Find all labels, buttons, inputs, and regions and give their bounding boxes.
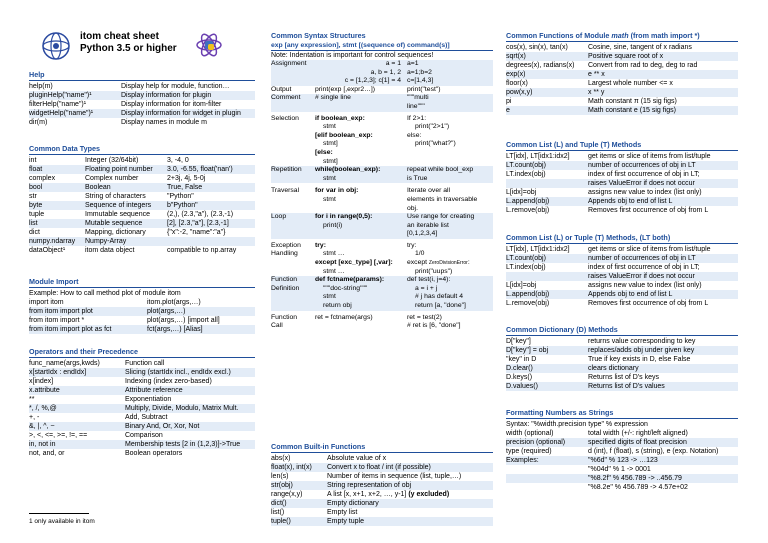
row-value: Display help for module, function… [121, 83, 230, 90]
row-key: LT[idx], LT[idx1:idx2] [506, 246, 570, 253]
help-section [29, 70, 255, 127]
row-key: not, and, or [29, 450, 65, 457]
table-row [506, 52, 738, 61]
table-row [29, 431, 255, 440]
list-tuple-heading: Common List (L) and Tuple (T) Methods [506, 140, 738, 151]
table-row [29, 316, 255, 325]
row-key: import itom [29, 299, 64, 306]
row-value: Multiply, Divide, Modulo, Matrix Mult. [125, 405, 239, 412]
table-row [506, 79, 738, 88]
header [29, 27, 255, 67]
row-key: degrees(x), radians(x) [506, 62, 575, 69]
row-value: replaces/adds obj under given key [588, 347, 695, 354]
row-value: number of occurrences of obj in LT [588, 162, 696, 169]
row-key: exp(x) [506, 71, 526, 78]
row-value: A list [x, x+1, x+2, …, y-1] (y excluded) [327, 491, 450, 498]
row-value: Function call [125, 360, 165, 367]
syntax-table: Assignment a = 1 a, b = 1, 2 c = [1,2,3]; c[1] = 4 a=1 a=1;b=2 c=[1,4,3] Output print(exp [,expr2…]) print("test") Comment # single line """multi line""" Selection if boolean_exp: stmt [elif boolean_exp: stmt] [else: stmt] If 2>1: print("2>1") else: print("what?") Repetition while(boolean_exp): stmt repeat while bool_exp is True Traversal for var in obj: stmt Iterate over all elements in traversable obj. Loop for i in range(0,5): print(i) Use range for creating an iterable list [0,1,2,3,4] Exception Handling try: stmt … except [exc_type] [,var]: stmt … try: 1/0 except ZeroDivisionError: print("uups") Function Definition def fctname(params): """doc-string""" stmt return obj def test(i, j=4): a = i + j # j has default 4 return [a, "done"] Function Call ret = fctname(args) ret = test(2) # ret is [6, "done"] [271, 60, 493, 331]
row-key: abs(x) [271, 455, 291, 462]
table-row [29, 219, 255, 228]
row-value: raises ValueError if does not occur [588, 180, 695, 187]
table-row [29, 368, 255, 377]
row-value-bold: (y excluded) [408, 491, 450, 498]
cell-a: numpy.ndarray [29, 238, 76, 245]
math-section [506, 31, 738, 115]
table-row [29, 210, 255, 219]
table-row [506, 290, 738, 299]
cell-c: True, False [167, 184, 203, 191]
row-key: x[startIdx : endIdx] [29, 369, 87, 376]
table-row [29, 118, 255, 127]
row-key: D["key"] [506, 338, 531, 345]
table-row [506, 364, 738, 373]
table-row [506, 97, 738, 106]
row-key: e [506, 107, 510, 114]
cell-c: compatible to np.array [167, 247, 237, 254]
row-value: String representation of obj [327, 482, 412, 489]
row-value: Appends obj to end of list L [588, 198, 673, 205]
table-row [271, 472, 493, 481]
row-key: L.append(obj) [506, 291, 550, 298]
row-value: Binary And, Or, Xor, Not [125, 423, 200, 430]
table-row [29, 298, 255, 307]
row-value: assigns new value to index (list only) [588, 189, 702, 196]
row-key: widgetHelp("name")¹ [29, 110, 94, 117]
row-key: tuple() [271, 518, 291, 525]
table-row [271, 481, 493, 490]
table-row [29, 100, 255, 109]
row-key: type (required) [506, 448, 552, 455]
table-row [506, 456, 738, 465]
table-row [506, 281, 738, 290]
row-key: L.append(obj) [506, 198, 550, 205]
syntax-section [271, 31, 493, 331]
row-key: list() [271, 509, 285, 516]
row-key: floor(x) [506, 80, 528, 87]
row-value: Exponentiation [125, 396, 172, 403]
table-row [506, 438, 738, 447]
row-value: Removes first occurrence of obj from L [588, 207, 709, 214]
table-row [271, 508, 493, 517]
cell-a: byte [29, 202, 43, 209]
table-row [506, 346, 738, 355]
table-row [506, 152, 738, 161]
cell-c: 2+3j, 4j, 5-0j [167, 175, 206, 182]
dictionary-heading: Common Dictionary (D) Methods [506, 325, 738, 336]
row-key: len(s) [271, 473, 289, 480]
table-row [29, 449, 255, 458]
row-value: Convert x to float / int (if possible) [327, 464, 431, 471]
cell-c: [2], [2.3,"a"], [2.3,-1] [167, 220, 229, 227]
row-key: x.attribute [29, 387, 60, 394]
itom-logo-icon [41, 31, 71, 61]
table-row [506, 170, 738, 179]
row-value: Comparison [125, 432, 163, 439]
row-value: "%6d" % 123 -> …123 [588, 457, 658, 464]
row-value: fct(args,…) [Alias] [147, 326, 203, 333]
table-row [506, 254, 738, 263]
row-value: "%8.2e" % 456.789 -> 4.57e+02 [588, 484, 688, 491]
table-row [506, 263, 738, 272]
cell-c: 3, -4, 0 [167, 157, 189, 164]
table-row [506, 382, 738, 391]
syntax-label: Assignment [271, 60, 307, 67]
row-value: Membership tests [2 in (1,2,3)]->True [125, 441, 241, 448]
cell-b: Boolean [85, 184, 111, 191]
table-row [271, 463, 493, 472]
page-title: itom cheat sheet Python 3.5 or higher [80, 31, 177, 54]
math-heading: Common Functions of Module math (from math import *) [506, 31, 738, 42]
row-value: Math constant π (15 sig figs) [588, 98, 677, 105]
row-value: Number of items in sequence (list, tuple,…) [327, 473, 462, 480]
row-value: get items or slice of items from list/tuple [588, 246, 711, 253]
table-row [506, 106, 738, 115]
row-key [506, 179, 588, 188]
cell-b: itom data object [85, 247, 135, 254]
table-row [29, 386, 255, 395]
syntax-heading: Common Syntax Structures [271, 31, 366, 40]
row-key: L[idx]=obj [506, 189, 537, 196]
table-row [29, 359, 255, 368]
row-key: help(m) [29, 83, 53, 90]
row-value: number of occurrences of obj in LT [588, 255, 696, 262]
row-key: *, /, %,@ [29, 405, 57, 412]
table-row [506, 429, 738, 438]
row-value: Convert from rad to deg, deg to rad [588, 62, 698, 69]
row-value: "%8.2f" % 456.789 -> ..456.79 [588, 475, 682, 482]
cell-b: Immutable sequence [85, 211, 150, 218]
row-value: Display names in module m [121, 119, 207, 126]
cell-a: complex [29, 175, 56, 182]
row-key: cos(x), sin(x), tan(x) [506, 44, 568, 51]
table-row [29, 109, 255, 118]
table-row [29, 440, 255, 449]
table-row [506, 483, 738, 492]
row-value: index of first occurrence of obj in LT; [588, 171, 700, 178]
cell-b: Mutable sequence [85, 220, 143, 227]
row-value: Cosine, sine, tangent of x radians [588, 44, 692, 51]
module-import-example: Example: How to call method plot of module itom [29, 290, 181, 297]
cell-a: dict [29, 229, 40, 236]
row-value: Display information for plugin [121, 92, 212, 99]
formatting-syntax: Syntax: "%width.precision type" % expression [506, 421, 648, 428]
row-key: pluginHelp("name")¹ [29, 92, 92, 99]
row-value: Largest whole number <= x [588, 80, 673, 87]
row-value: Indexing (index zero-based) [125, 378, 212, 385]
table-row [29, 174, 255, 183]
table-row [271, 454, 493, 463]
cell-c: "Python" [167, 193, 194, 200]
table-row [29, 183, 255, 192]
cell-a: float [29, 166, 43, 173]
row-key: LT[idx], LT[idx1:idx2] [506, 153, 570, 160]
row-value: Math constant e (15 sig figs) [588, 107, 676, 114]
cell-b: Mapping, dictionary [85, 229, 146, 236]
row-value: raises ValueError if does not occur [588, 273, 695, 280]
row-key: D.values() [506, 383, 538, 390]
cell-b: Complex number [85, 175, 139, 182]
cell-c [167, 237, 255, 246]
table-row [271, 517, 493, 526]
help-heading: Help [29, 70, 255, 81]
row-value: Slicing (startIdx incl., endIdx excl.) [125, 369, 231, 376]
cell-c: b"Python" [167, 202, 198, 209]
datatypes-heading: Common Data Types [29, 144, 255, 155]
table-row [29, 228, 255, 237]
formatting-section [506, 408, 738, 492]
cell-a: list [29, 220, 38, 227]
table-row [271, 490, 493, 499]
row-key: float(x), int(x) [271, 464, 312, 471]
row-value: d (int), f (float), s (string), e (exp. Notation) [588, 448, 719, 455]
cell-c: {"x":-2, "name":"a"} [167, 229, 226, 236]
table-row [506, 355, 738, 364]
cell-a: dataObject¹ [29, 247, 66, 254]
table-row [29, 325, 255, 334]
table-row [506, 179, 738, 188]
row-value: Returns list of D's keys [588, 374, 659, 381]
table-row [506, 373, 738, 382]
table-row [506, 272, 738, 281]
table-row [506, 188, 738, 197]
table-row [29, 156, 255, 165]
row-key: width (optional) [506, 430, 554, 437]
row-value: Empty dictionary [327, 500, 379, 507]
row-key: precision (optional) [506, 439, 566, 446]
row-value: Returns list of D's values [588, 383, 665, 390]
row-value: Display information for itom-filter [121, 101, 222, 108]
row-key: LT.count(obj) [506, 255, 546, 262]
row-key: from itom import plot as fct [29, 326, 112, 333]
row-key: from itom import * [29, 317, 85, 324]
row-value: total width (+/-: right/left aligned) [588, 430, 688, 437]
row-key: dict() [271, 500, 287, 507]
table-row [506, 88, 738, 97]
row-key: D.clear() [506, 365, 533, 372]
cell-a: int [29, 157, 37, 164]
table-row [29, 82, 255, 91]
datatypes-section [29, 144, 255, 255]
row-key: LT.index(obj) [506, 171, 546, 178]
row-value: Boolean operators [125, 450, 183, 457]
row-value: Appends obj to end of list L [588, 291, 673, 298]
table-row [506, 299, 738, 308]
row-value: get items or slice of items from list/tuple [588, 153, 711, 160]
table-row [29, 413, 255, 422]
list-tuple-both-heading: Common List (L) or Tuple (T) Methods, (LT both) [506, 233, 738, 244]
table-row [506, 465, 738, 474]
table-row [506, 197, 738, 206]
row-key: filterHelp("name")¹ [29, 101, 87, 108]
row-value: Attribute reference [125, 387, 183, 394]
cell-a: tuple [29, 211, 45, 218]
cell-b: Numpy-Array [85, 238, 127, 245]
table-row [506, 61, 738, 70]
row-value: Display information for widget in plugin [121, 110, 241, 117]
row-value: plot(args,…) [147, 308, 186, 315]
row-value: plot(args,…) [import all] [147, 317, 220, 324]
row-value: Absolute value of x [327, 455, 387, 462]
row-key: func_name(args,kwds) [29, 360, 100, 367]
cell-c: 3.0, -6.55, float('nan') [167, 166, 233, 173]
python-atom-icon [195, 29, 223, 61]
row-key: pi [506, 98, 512, 105]
row-key: +, - [29, 414, 40, 421]
row-key [506, 272, 588, 281]
cell-b: Floating point number [85, 166, 153, 173]
cell-c: (2,), (2.3,"a"), (2.3,-1) [167, 211, 234, 218]
table-row [29, 307, 255, 316]
row-value: assigns new value to index (list only) [588, 282, 702, 289]
row-key: L[idx]=obj [506, 282, 537, 289]
row-value: x ** y [588, 89, 605, 96]
row-key [506, 483, 588, 492]
operators-heading: Operators and their Precedence [29, 347, 255, 358]
table-row [29, 165, 255, 174]
row-key: >, <, <=, >=, !=, == [29, 432, 88, 439]
row-value: "%04d" % 1 -> 0001 [588, 466, 651, 473]
row-value: e ** x [588, 71, 605, 78]
syntax-subheading: exp [any expression], stmt [(sequence of) command(s)] [271, 41, 493, 51]
row-key [506, 465, 588, 474]
row-key: "key" in D [506, 356, 537, 363]
row-value: Empty list [327, 509, 358, 516]
list-tuple-both-section [506, 233, 738, 308]
module-import-section [29, 277, 255, 334]
cell-a: str [29, 193, 37, 200]
row-value: clears dictionary [588, 365, 639, 372]
table-row [29, 395, 255, 404]
table-row [29, 91, 255, 100]
builtins-heading: Common Built-in Functions [271, 442, 493, 453]
row-key: sqrt(x) [506, 53, 526, 60]
syntax-note: Note: Indentation is important for control sequences! [271, 52, 434, 59]
row-key [506, 474, 588, 483]
formatting-heading: Formatting Numbers as Strings [506, 408, 738, 419]
dictionary-section [506, 325, 738, 391]
footnote-divider [29, 513, 89, 514]
cell-b: Integer (32/64bit) [85, 157, 139, 164]
row-value: True if key exists in D, else False [588, 356, 691, 363]
row-key: &, |, ^, ~ [29, 423, 55, 430]
table-row [29, 237, 255, 246]
row-value: specified digits of float precision [588, 439, 687, 446]
row-value: index of first occurrence of obj in LT; [588, 264, 700, 271]
row-value: itom.plot(args,…) [147, 299, 201, 306]
row-key: ** [29, 396, 35, 403]
footnote: 1 only available in itom [29, 518, 95, 525]
cell-b: Sequence of integers [85, 202, 152, 209]
table-row [506, 245, 738, 254]
module-import-heading: Module Import [29, 277, 255, 288]
row-key: LT.index(obj) [506, 264, 546, 271]
table-row [29, 192, 255, 201]
row-value: returns value corresponding to key [588, 338, 696, 345]
table-row [506, 43, 738, 52]
row-value: Add, Subtract [125, 414, 168, 421]
builtins-section [271, 442, 493, 526]
cell-a: bool [29, 184, 43, 191]
table-row [506, 70, 738, 79]
row-value: Empty tuple [327, 518, 364, 525]
row-key: from itom import plot [29, 308, 93, 315]
table-row [29, 377, 255, 386]
row-key: Examples: [506, 457, 539, 464]
row-key: LT.count(obj) [506, 162, 546, 169]
row-key: in, not in [29, 441, 56, 448]
cell-b: String of characters [85, 193, 146, 200]
row-key: range(x,y) [271, 491, 303, 498]
table-row [29, 201, 255, 210]
row-key: L.remove(obj) [506, 300, 550, 307]
table-row [29, 422, 255, 431]
operators-section [29, 347, 255, 458]
table-row [29, 246, 255, 255]
row-key: dir(m) [29, 119, 48, 126]
table-row [506, 161, 738, 170]
table-row [271, 499, 493, 508]
table-row [29, 404, 255, 413]
row-key: L.remove(obj) [506, 207, 550, 214]
row-key: D["key"] = obj [506, 347, 549, 354]
table-row [506, 447, 738, 456]
row-key: str(obj) [271, 482, 293, 489]
list-tuple-section [506, 140, 738, 215]
row-value: Removes first occurrence of obj from L [588, 300, 709, 307]
row-value: Positive square root of x [588, 53, 664, 60]
table-row [506, 474, 738, 483]
row-key: x[index] [29, 378, 54, 385]
row-key: D.keys() [506, 374, 533, 381]
row-key: pow(x,y) [506, 89, 533, 96]
table-row [506, 206, 738, 215]
table-row [506, 337, 738, 346]
